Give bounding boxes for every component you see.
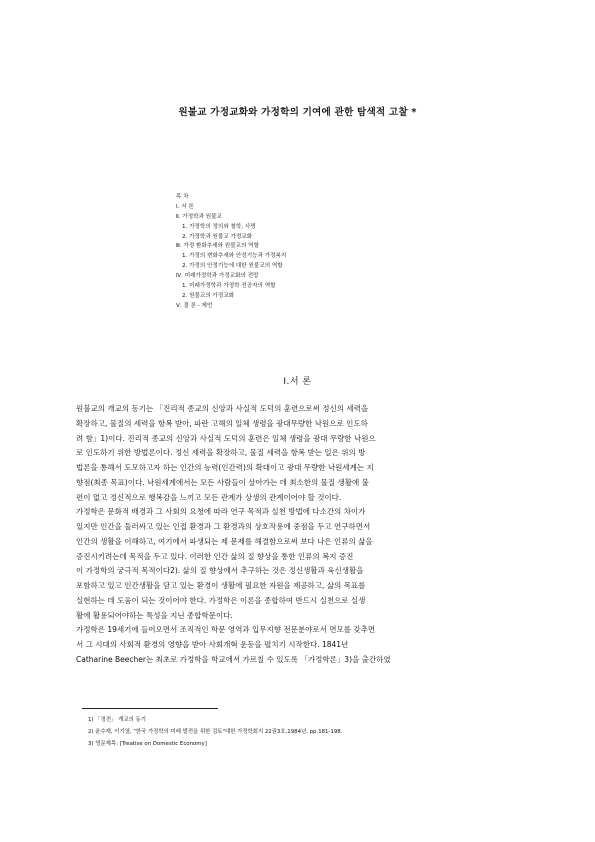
body-line: 인간의 생활을 이해하고, 여기에서 파생되는 제 문제를 해결함으로써 보다 나은 인류의 삶을: [76, 536, 373, 546]
toc-item: 1. 미래가정학과 가정학 전공자의 역할: [182, 283, 276, 290]
toc-item: 2. 가정의 안정기능에 대한 원불교의 역할: [182, 263, 283, 270]
body-line: 향점(최종 목표)이다. 낙원세계에서는 모든 사람들이 살아가는 데 최소한의 물질 생활에 불: [76, 477, 369, 487]
toc-item: Ⅴ. 결 론 - 제언: [176, 302, 213, 309]
body-line: 이 가정학의 궁극적 목적이다2). 삶의 질 향상에서 추구하는 것은 정신생활과 육신생활을: [76, 566, 364, 576]
footnotes: [88, 714, 342, 751]
body-line: 포함하고 있고 인간생활을 담고 있는 환경이 생활에 필요한 자원을 제공하고, 삶의 목표를: [76, 581, 366, 590]
body-line: 편이 없고 정신적으로 행복감을 느끼고 모든 관계가 상생의 관계이어야 할 것이다.: [76, 492, 342, 502]
body-line: 원불교의 개교의 동기는 「진리적 종교의 신앙과 사실적 도덕의 훈련으로써 정신의 세력을: [76, 404, 369, 413]
body-line: 있지만 인간을 둘러싸고 있는 인접 환경과 그 환경과의 상호작용에 중점을 두고 연구하면서: [76, 522, 371, 531]
toc-item: 2. 원불교의 가정교화: [182, 292, 235, 299]
body-line: 확장하고, 물질의 세력을 항복 받아, 파란 고해의 일체 생령을 광대무량한 낙원으로 인도하: [76, 418, 368, 428]
toc-item: 2. 가정학과 원불교 가정교화: [182, 233, 253, 240]
paper-title: 원불교 가정교화와 가정학의 기여에 관한 탐색적 고찰 *: [178, 107, 417, 118]
body-line: Catharine Beecher는 최초로 가정학을 학교에서 가르칠 수 있도록 「가정학론」3)을 출간하였: [76, 654, 391, 664]
body-line: 실현하는 데 도움이 되는 것이어야 한다. 가정학은 이론을 종합하여 반드시 실천으로 실생: [76, 595, 366, 605]
toc-item: Ⅳ. 미래가정학과 가정교화의 전망: [176, 273, 259, 280]
table-of-contents: [176, 193, 286, 312]
body-line: 활에 활용되어야하는 특성을 지닌 종합학문이다.: [76, 610, 233, 620]
footnote-divider: [82, 708, 218, 709]
body-text: [76, 402, 521, 668]
footnote: 3) 영문제목: [Treatise on Domestic Economy]: [88, 741, 207, 748]
toc-item: Ⅲ. 가정 환화추세와 원불교의 역할: [176, 243, 259, 250]
toc-item: Ⅱ. 가정학과 원불교: [176, 213, 222, 220]
footnote: 2) 윤수재, 이기열, "한국 가정학의 미래 발전을 위한 검토"대한 가정학회지 22권3호,1984년, pp.181-198.: [88, 729, 343, 736]
toc-item: 목 차: [176, 194, 189, 200]
body-line: 법론을 통해서 도모하고자 하는 인간의 능력(인간력)의 확대이고 광대 무량한 낙원세계는 지: [76, 463, 374, 472]
body-line: 가정학은 문화적 배경과 그 사회의 요청에 따라 연구 목적과 실천 방법에 다소간의 차이가: [76, 507, 366, 517]
body-line: 가정학은 19세기에 들어오면서 조직적인 학문 영역과 입무지향 전문분야로서 면모를 갖추면: [76, 625, 376, 635]
section-heading: Ⅰ.서 론: [283, 377, 312, 387]
footnote: 1) 「정전」 개교의 동기: [88, 717, 146, 723]
body-line: 려 함」1)이다. 진리적 종교의 신앙과 사실적 도덕의 훈련은 일체 생령을 광대 무량한 낙원으: [76, 433, 376, 443]
body-line: 증진시키려는데 목적을 두고 있다. 이러한 인간 삶의 질 향상을 통한 인류의 복지 증진: [76, 551, 354, 561]
body-line: 로 인도하기 위한 방법론이다. 정신 세력을 확장하고, 물질 세력을 항복 받는 일은 위의 방: [76, 448, 366, 458]
toc-item: Ⅰ. 서 론: [176, 203, 194, 210]
body-line: 서 그 시대의 사회적 환경의 영향을 받아 사회개혁 운동을 펼치기 시작한다. 1841년: [76, 640, 349, 649]
toc-item: 1. 가정학의 정의와 철학, 사명: [182, 223, 256, 230]
toc-item: 1. 가정의 변화추세와 안정기능과 가정복지: [182, 253, 287, 260]
